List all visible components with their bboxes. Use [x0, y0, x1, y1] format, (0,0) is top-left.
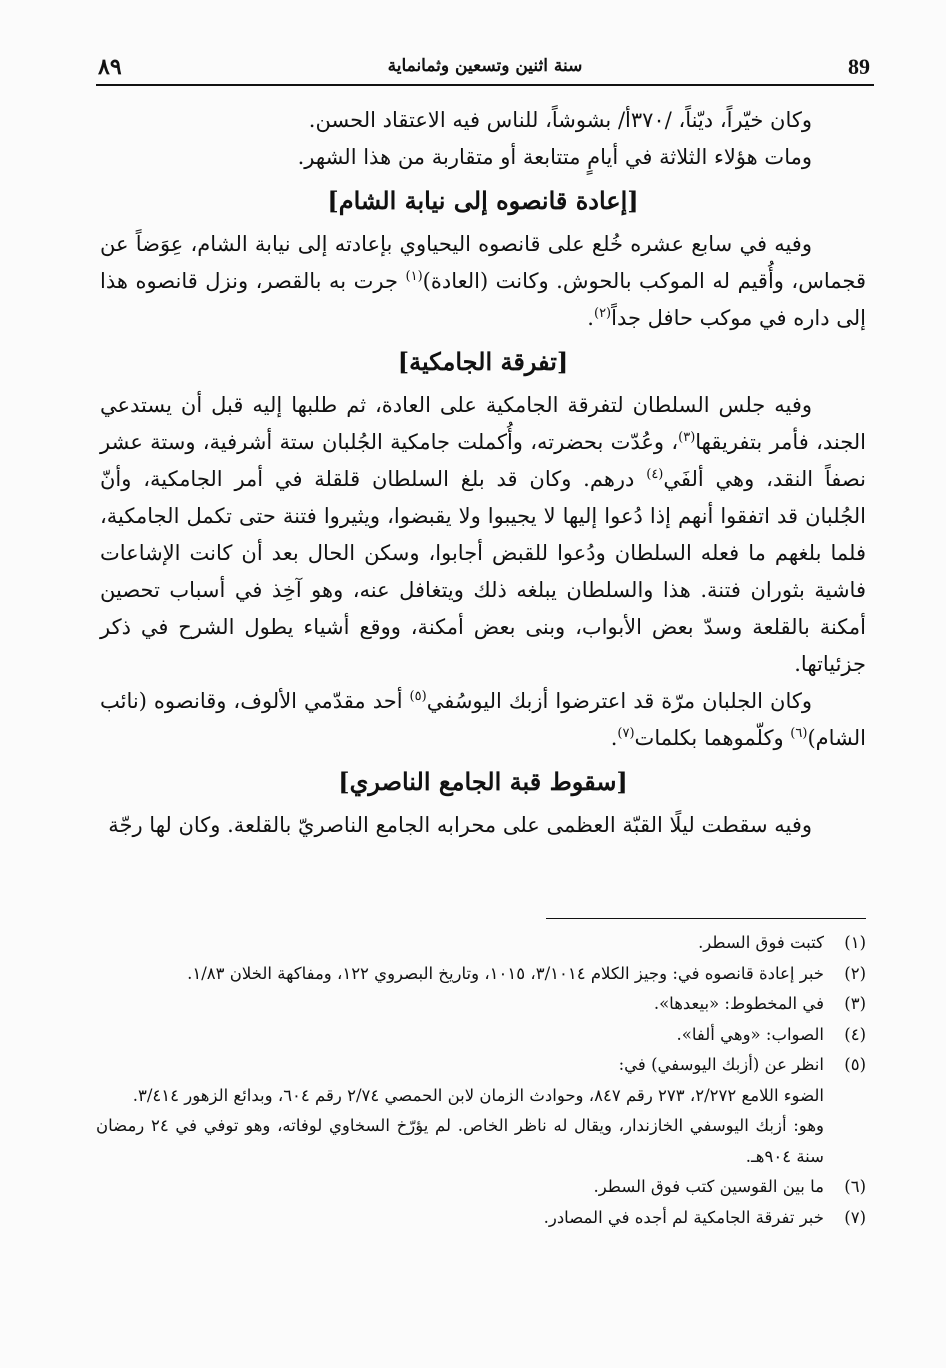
- footnote: (٥) انظر عن (أزبك اليوسفي) في:: [618, 1055, 866, 1074]
- page-header: [96, 46, 874, 86]
- footnote: (٤) الصواب: «وهي ألفا».: [676, 1024, 866, 1044]
- section-heading: [إعادة قانصوه إلى نيابة الشام]: [327, 186, 639, 215]
- footnote: (٣) في المخطوط: «بيعدها».: [653, 994, 866, 1013]
- paragraph: وكان خيّراً، ديّناً، /٣٧٠أ/ بشوشاً، للناس فيه الاعتقاد الحسن.: [308, 108, 812, 132]
- paragraph: وفيه سقطت ليلًا القبّة العظمى على محرابه الجامع الناصريّ بالقلعة. وكان لها رجّة: [108, 813, 812, 837]
- page-number-latin: 89: [848, 54, 870, 79]
- footnote-ref: (٤): [646, 467, 664, 482]
- section-heading: [سقوط قبة الجامع الناصري]: [338, 767, 628, 796]
- footnote-ref: (٦): [790, 726, 808, 741]
- footnote-continuation: وهو: أزبك اليوسفي الخازندار، ويقال له ناظر الخاص. لم يؤرّخ السخاوي لوفاته، وهو توفي في ٢٤ رمضان سنة ٩٠٤هـ.: [96, 1116, 824, 1166]
- footnote-rule: [546, 918, 866, 919]
- footnote: (٦) ما بين القوسين كتب فوق السطر.: [593, 1177, 866, 1196]
- section-heading: [تفرقة الجامكية]: [397, 347, 569, 376]
- footnote-ref: (٧): [617, 726, 635, 741]
- footnote-ref: (٥): [409, 689, 427, 704]
- footnote-ref: (١): [405, 269, 423, 284]
- footnote-ref: (٢): [593, 306, 612, 321]
- footnote: (٧) خبر تفرقة الجامكية لم أجده في المصادر.: [543, 1207, 866, 1227]
- footnote-continuation: الضوء اللامع ٢/٢٧٢، ٢٧٣ رقم ٨٤٧، وحوادث الزمان لابن الحمصي ٢/٧٤ رقم ٦٠٤، وبدائع الزهور ٣/٤١٤.: [132, 1085, 824, 1105]
- paragraph: وفيه في سابع عشره خُلع على قانصوه اليحياوي بإعادته إلى نيابة الشام، عِوَضاً عن قجماس، وأُقيم له الموكب بالحوش. وكانت (العادة)$^{(١)}$ جرت به بالقصر، ونزل قانصوه هذا إلى داره في موكب حافل جداً$^{(٢)}$.: [100, 232, 866, 330]
- paragraph: ومات هؤلاء الثلاثة في أيامٍ متتابعة أو متقاربة من هذا الشهر.: [297, 145, 812, 169]
- footnotes: [96, 928, 866, 1233]
- main-text: [100, 102, 866, 844]
- footnote-ref: (٣): [678, 430, 696, 445]
- header-rule: [96, 84, 874, 86]
- running-title: سنة اثنين وتسعين وثمانماية: [387, 56, 583, 76]
- footnote: (١) كتبت فوق السطر.: [698, 933, 866, 952]
- page-number-arabic: ٨٩: [98, 54, 122, 80]
- footnote: (٢) خبر إعادة قانصوه في: وجيز الكلام ٣/١٠١٤، ١٠١٥، وتاريخ البصروي ١٢٢، ومفاكهة الخلان ١/٨٣.: [187, 963, 866, 983]
- paragraph: وفيه جلس السلطان لتفرقة الجامكية على العادة، ثم طلبها إليه قبل أن يستدعي الجند، فأمر بتفريقها$^{(٣)}$، وعُدّت بحضرته، وأُكملت جامكية الجُلبان ستة أشرفية، وستة عشر نصفاً النقد، وهي ألفَي$^{(٤)}$ درهم. وكان قد بلغ السلطان قلقلة في أمر الجامكية، وأنّ الجُلبان قد اتفقوا أنهم إذا دُعوا إليها لا يجيبوا ولا يقبضوا، ويثيروا فتنة حتى تكمل الجامكية، فلما بلغهم ما فعله السلطان ودُعوا للقبض أجابوا، وسكن الحال بعد أن كانت الإشاعات فاشية بثوران فتنة. هذا والسلطان يبلغه ذلك ويتغافل عنه، وهو آخِذ في أسباب تحصين أمكنة بالقلعة وسدّ بعض الأبواب، وبنى بعض أمكنة، ووقع أشياء يطول الشرح في ذكر جزئياتها.: [100, 393, 866, 676]
- paragraph: وكان الجلبان مرّة قد اعترضوا أزبك اليوسُفي$^{(٥)}$ أحد مقدّمي الألوف، وقانصوه (نائب الشام)$^{(٦)}$ وكلّموهما بكلمات$^{(٧)}$.: [100, 689, 866, 750]
